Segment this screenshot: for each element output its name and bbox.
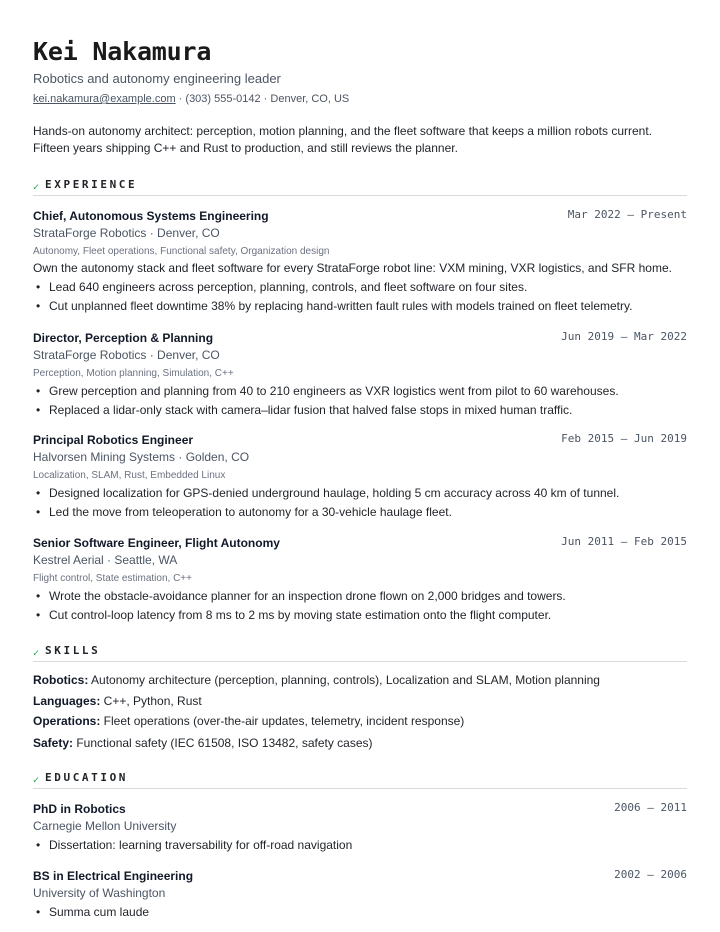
skill-value: C++, Python, Rust: [100, 694, 202, 708]
experience-item: [33, 431, 687, 521]
job-dates: Jun 2011 — Feb 2015: [561, 535, 687, 548]
experience-item: [33, 329, 687, 419]
job-title: Director, Perception & Planning: [33, 331, 214, 345]
job-dates: Mar 2022 — Present: [567, 208, 687, 221]
job-organization: Kestrel Aerial · Seattle, WA: [33, 553, 178, 567]
contact-details: · (303) 555-0142 · Denver, CO, US: [175, 93, 350, 105]
skill-line: [33, 713, 464, 730]
skill-value: Functional safety (IEC 61508, ISO 13482, safety cases): [73, 736, 373, 750]
education-dates: 2006 — 2011: [614, 801, 687, 814]
degree: BS in Electrical Engineering: [33, 869, 194, 883]
skill-line: [33, 735, 373, 752]
education-item: [33, 800, 687, 854]
check-icon: ✓: [33, 182, 40, 193]
job-dates: Feb 2015 — Jun 2019: [561, 432, 687, 445]
skill-value: Autonomy architecture (perception, planning, controls), Localization and SLAM, Motion planning: [88, 673, 600, 687]
skill-value: Fleet operations (over-the-air updates, telemetry, incident response): [100, 714, 465, 728]
education-bullet: • Dissertation: learning traversability for off-road navigation: [33, 837, 687, 854]
job-bullet: • Cut unplanned fleet downtime 38% by replacing hand-written fault rules with models trained on fleet telemetry.: [33, 298, 687, 315]
candidate-tagline: Robotics and autonomy engineering leader: [33, 71, 281, 86]
section-title-education: ✓ EDUCATION: [33, 773, 687, 789]
job-bullet: • Cut control-loop latency from 8 ms to 2 ms by moving state estimation onto the flight computer.: [33, 607, 687, 624]
skill-label: Safety:: [33, 736, 74, 750]
job-bullet: • Wrote the obstacle-avoidance planner for an inspection drone flown on 2,000 bridges and towers.: [33, 588, 687, 605]
check-icon: ✓: [33, 775, 40, 786]
job-dates: Jun 2019 — Mar 2022: [561, 330, 687, 343]
candidate-name: Kei Nakamura: [33, 37, 212, 66]
contact-line: [33, 93, 349, 105]
skill-label: Robotics:: [33, 673, 89, 687]
degree: PhD in Robotics: [33, 802, 126, 816]
job-title: Chief, Autonomous Systems Engineering: [33, 209, 269, 223]
job-bullet: • Designed localization for GPS-denied underground haulage, holding 5 cm accuracy across 40 km of tunnel.: [33, 485, 687, 502]
education-item: [33, 867, 687, 921]
summary: Hands-on autonomy architect: perception, motion planning, and the fleet software that keeps a million robots current. Fifteen years shipping C++ and Rust to production, and still reviews the planner.: [33, 124, 653, 155]
skill-line: [33, 672, 600, 689]
education-dates: 2002 — 2006: [614, 868, 687, 881]
school: Carnegie Mellon University: [33, 819, 177, 833]
job-organization: StrataForge Robotics · Denver, CO: [33, 226, 220, 240]
skill-line: [33, 693, 202, 710]
job-tags: Autonomy, Fleet operations, Functional safety, Organization design: [33, 246, 330, 257]
job-bullet: • Lead 640 engineers across perception, planning, controls, and fleet software on four sites.: [33, 279, 687, 296]
education-bullet: • Summa cum laude: [33, 904, 687, 921]
school: University of Washington: [33, 886, 166, 900]
check-icon: ✓: [33, 648, 40, 659]
job-tags: Localization, SLAM, Rust, Embedded Linux: [33, 470, 226, 481]
section-title-experience: ✓ EXPERIENCE: [33, 180, 687, 196]
experience-item: [33, 207, 687, 315]
job-bullet: • Grew perception and planning from 40 to 210 engineers as VXR logistics went from pilot to 60 warehouses.: [33, 383, 687, 400]
job-description: Own the autonomy stack and fleet software for every StrataForge robot line: VXM mining, VXR logistics, and SFR home.: [33, 261, 672, 275]
job-bullet: • Led the move from teleoperation to autonomy for a 30-vehicle haulage fleet.: [33, 504, 687, 521]
job-organization: StrataForge Robotics · Denver, CO: [33, 348, 220, 362]
experience-item: [33, 534, 687, 624]
job-organization: Halvorsen Mining Systems · Golden, CO: [33, 450, 250, 464]
skill-label: Languages:: [33, 694, 101, 708]
job-tags: Perception, Motion planning, Simulation, C++: [33, 368, 234, 379]
job-title: Senior Software Engineer, Flight Autonomy: [33, 536, 280, 550]
section-title-skills: ✓ SKILLS: [33, 646, 687, 662]
job-tags: Flight control, State estimation, C++: [33, 573, 192, 584]
job-bullet: • Replaced a lidar-only stack with camera–lidar fusion that halved false stops in mixed human traffic.: [33, 402, 687, 419]
job-title: Principal Robotics Engineer: [33, 433, 194, 447]
skill-label: Operations:: [33, 714, 101, 728]
email-link[interactable]: kei.nakamura@example.com: [33, 93, 176, 105]
